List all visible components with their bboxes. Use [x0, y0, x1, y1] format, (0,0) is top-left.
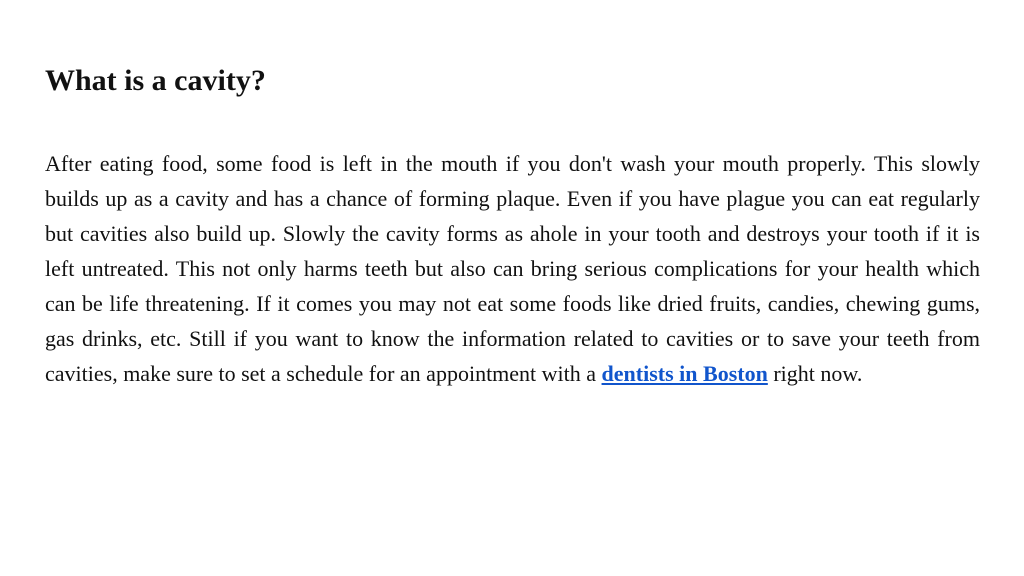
- paragraph-text-before-link: After eating food, some food is left in the mouth if you don't wash your mouth properly. This slowly builds up as a cavity and has a chance of forming plaque. Even if you have plague you can eat regularly but cavities also build up. Slowly the cavity forms as ahole in your tooth and destroys your tooth if it is left untreated. This not only harms teeth but also can bring serious complications for your health which can be life threatening. If it comes you may not eat some foods like dried fruits, candies, chewing gums, gas drinks, etc. Still if you want to know the information related to cavities or to save your teeth from cavities, make sure to set a schedule for an appointment with a: [45, 151, 980, 386]
- paragraph-text-after-link: right now.: [767, 361, 863, 386]
- slide-page: [45, 0, 980, 576]
- dentists-in-boston-link[interactable]: dentists in Boston: [601, 361, 768, 386]
- page-title: What is a cavity?: [45, 64, 266, 97]
- body-paragraph: [45, 146, 980, 391]
